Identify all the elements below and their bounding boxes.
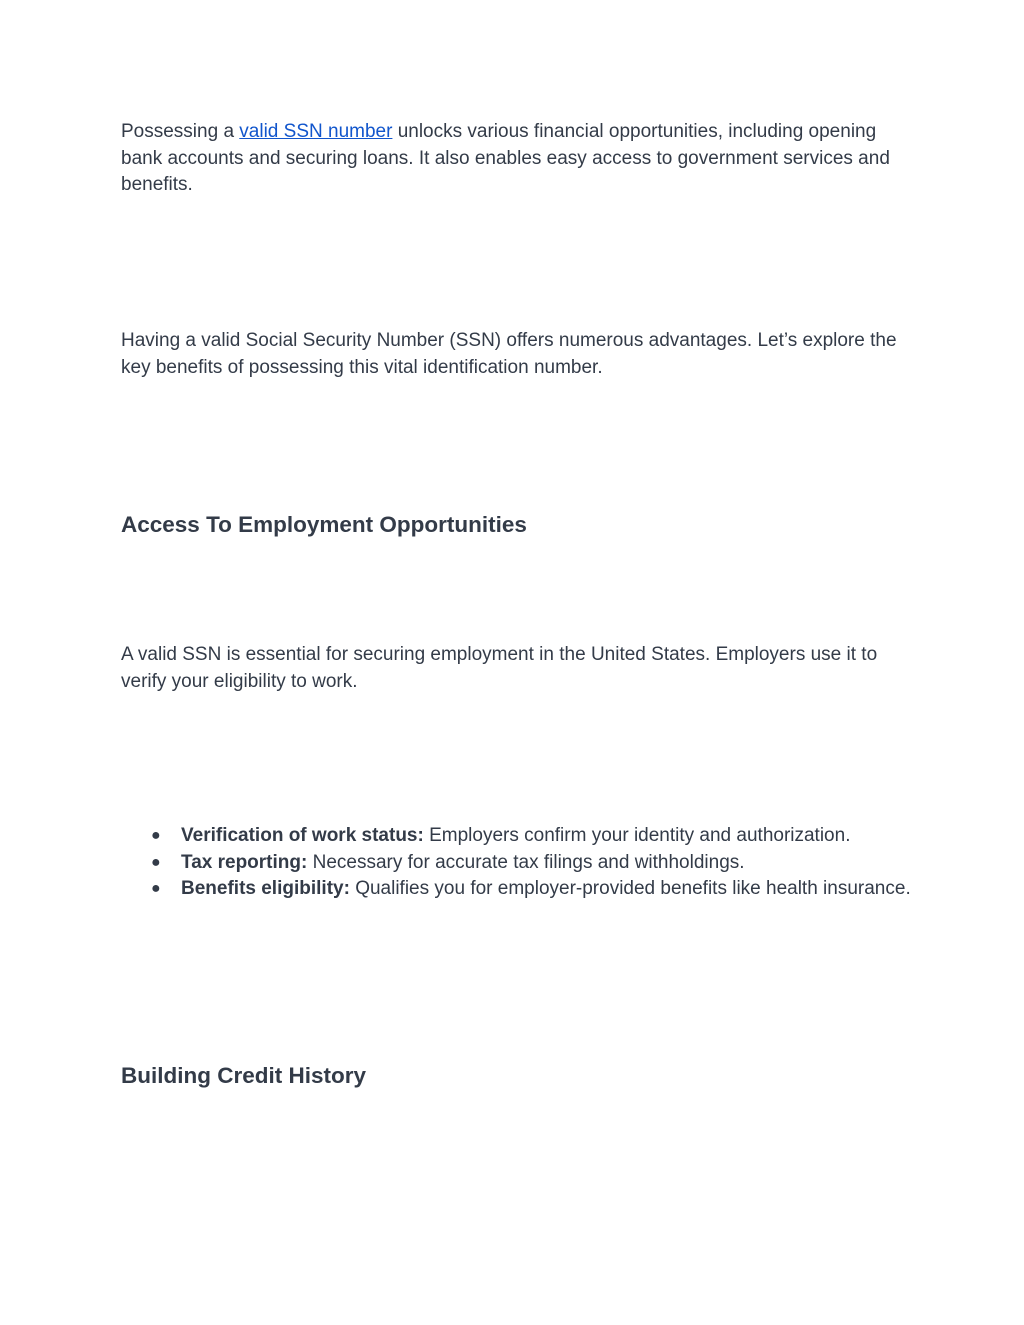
credit-history-heading: Building Credit History: [121, 1063, 367, 1088]
benefits-overview-paragraph: Having a valid Social Security Number (SSN) offers numerous advantages. Let’s explore the key benefits of possessing this vital identification number.: [121, 330, 897, 378]
intro-text-end: unlocks various financial opportunities, including opening bank accounts and securing loans. It also enables easy access to government services and benefits.: [121, 121, 890, 195]
employment-paragraph: A valid SSN is essential for securing employment in the United States. Employers use it to verify your eligibility to work.: [121, 644, 878, 692]
bullet-icon: ●: [151, 853, 161, 871]
valid-ssn-link[interactable]: valid SSN number: [239, 121, 393, 142]
bullet-icon: ●: [151, 827, 161, 844]
list-item: [121, 850, 911, 877]
list-item-term: Tax reporting:: [181, 851, 308, 873]
bullet-icon: ●: [151, 880, 161, 897]
employment-heading: Access To Employment Opportunities: [121, 512, 527, 537]
list-item-text: Qualifies you for employer-provided benefits like health insurance.: [349, 878, 911, 899]
list-item: [121, 876, 911, 903]
list-item-term: Verification of work status:: [181, 825, 424, 846]
list-item-text: Employers confirm your identity and authorization.: [423, 825, 851, 846]
list-item: [121, 823, 911, 850]
list-item-text: Necessary for accurate tax filings and withholdings.: [307, 851, 745, 873]
employment-benefits-list: [121, 823, 911, 903]
list-item-term: Benefits eligibility:: [181, 878, 350, 899]
intro-text-start: Possessing a: [121, 121, 240, 142]
intro-paragraph: [121, 119, 911, 199]
